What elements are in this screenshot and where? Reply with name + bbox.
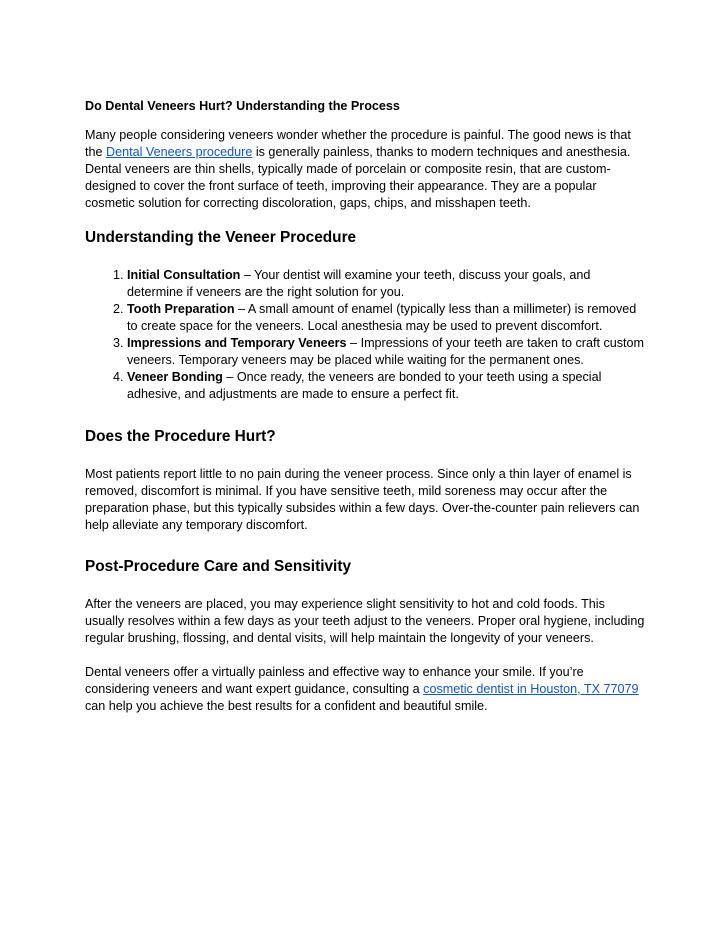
pain-paragraph: Most patients report little to no pain during the veneer process. Since only a thin layer of enamel is removed, discomfort is minimal. If you have sensitive teeth, mild soreness may occur after the preparation phase, but this typically subsides within a few days. Over-the-counter pain relievers can help alleviate any temporary discomfort. xyxy=(85,467,640,532)
step-term: Initial Consultation xyxy=(127,268,241,282)
document-body xyxy=(85,98,645,732)
step-term: Impressions and Temporary Veneers xyxy=(127,336,347,350)
intro-text-start: Many people considering veneers wonder whether the procedure is painful. The good news is that the xyxy=(85,128,631,159)
closing-text-start: Dental veneers offer a virtually painless and effective way to enhance your smile. If you’re considering veneers and want expert guidance, consulting a xyxy=(85,665,584,696)
post-procedure-paragraph: After the veneers are placed, you may experience slight sensitivity to hot and cold foods. This usually resolves within a few days as your teeth adjust to the veneers. Proper oral hygiene, including regular brushing, flossing, and dental visits, will help maintain the longevity of your veneers. xyxy=(85,597,645,645)
list-item xyxy=(127,335,645,369)
step-text: – Once ready, the veneers are bonded to your teeth using a special adhesive, and adjustments are made to ensure a perfect fit. xyxy=(127,370,602,401)
step-text: – A small amount of enamel (typically less than a millimeter) is removed to create space for the veneers. Local anesthesia may be used to prevent discomfort. xyxy=(127,302,637,333)
intro-text-end: is generally painless, thanks to modern techniques and anesthesia. Dental veneers are thin shells, typically made of porcelain or composite resin, that are custom-designed to cover the front surface of teeth, improving their appearance. They are a popular cosmetic solution for correcting discoloration, gaps, chips, and misshapen teeth. xyxy=(85,145,631,210)
closing-text-end: can help you achieve the best results for a confident and beautiful smile. xyxy=(85,699,488,713)
section-heading-does-it-hurt: Does the Procedure Hurt? xyxy=(85,428,276,445)
section-heading-veneer-procedure: Understanding the Veneer Procedure xyxy=(85,229,357,246)
list-item xyxy=(127,301,645,335)
intro-paragraph xyxy=(85,127,645,212)
dental-veneers-procedure-link[interactable]: Dental Veneers procedure xyxy=(106,145,253,159)
step-text: – Impressions of your teeth are taken to craft custom veneers. Temporary veneers may be placed while waiting for the permanent ones. xyxy=(127,336,645,367)
page-title: Do Dental Veneers Hurt? Understanding the Process xyxy=(85,99,400,113)
procedure-steps-list xyxy=(85,267,645,403)
list-item xyxy=(127,369,645,403)
step-term: Veneer Bonding xyxy=(127,370,223,384)
list-item xyxy=(127,267,645,301)
step-term: Tooth Preparation xyxy=(127,302,235,316)
step-text: – Your dentist will examine your teeth, discuss your goals, and determine if veneers are the right solution for you. xyxy=(127,268,591,299)
closing-paragraph xyxy=(85,664,645,715)
cosmetic-dentist-houston-link[interactable]: cosmetic dentist in Houston, TX 77079 xyxy=(423,682,639,696)
section-heading-post-procedure: Post-Procedure Care and Sensitivity xyxy=(85,558,351,575)
